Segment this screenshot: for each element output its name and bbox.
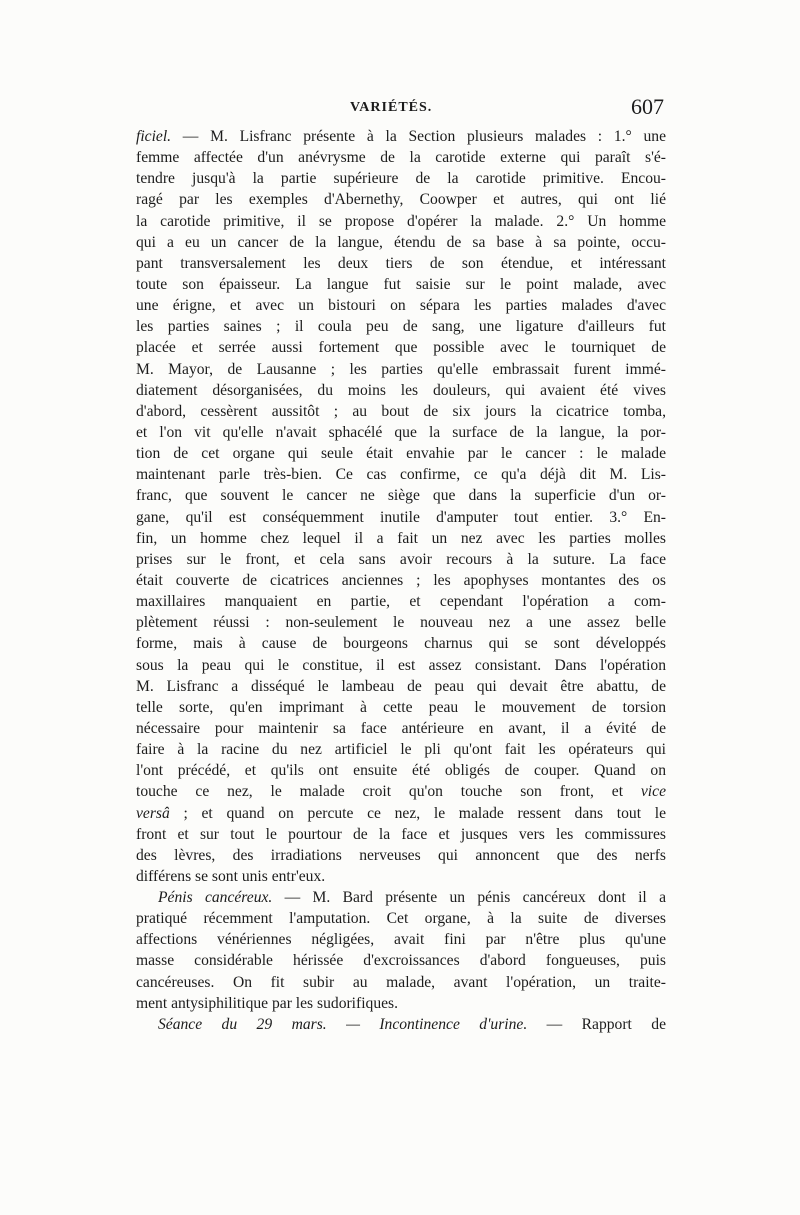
text-line	[136, 485, 666, 506]
text-line	[136, 929, 666, 950]
running-head: VARIÉTÉS.	[350, 100, 433, 115]
text-segment: qui a eu un cancer de la langue, étendu de sa base à sa pointe, occu-	[136, 233, 666, 251]
text-segment: affections vénériennes négligées, avait fini par n'être plus qu'une	[136, 931, 666, 949]
text-line	[136, 887, 666, 908]
text-segment: maxillaires manquaient en partie, et cependant l'opération a com-	[136, 593, 666, 611]
text-line	[136, 168, 666, 189]
text-segment: ; et quand on percute ce nez, le malade ressent dans tout le	[169, 804, 666, 822]
text-line	[136, 232, 666, 253]
text-segment: différens se sont unis entr'eux.	[136, 867, 326, 885]
text-segment: fin, un homme chez lequel il a fait un nez avec les parties molles	[136, 529, 666, 547]
text-segment: les parties saines ; il coula peu de sang, une ligature d'ailleurs fut	[136, 318, 666, 336]
text-segment: placée et serrée aussi fortement que possible avec le tourniquet de	[136, 339, 666, 357]
text-line	[136, 950, 666, 971]
text-line	[136, 528, 666, 549]
text-line	[136, 612, 666, 633]
text-segment: prises sur le front, et cela sans avoir recours à la suture. La face	[136, 550, 666, 568]
text-line	[136, 422, 666, 443]
text-segment: ment antysiphilitique par les sudorifiques.	[136, 994, 399, 1012]
text-line	[136, 591, 666, 612]
text-line	[136, 803, 666, 824]
text-line	[136, 337, 666, 358]
text-segment: et l'on vit qu'elle n'avait sphacélé que la surface de la langue, la por-	[136, 423, 666, 441]
italic-text: ficiel.	[136, 128, 172, 145]
text-line	[136, 359, 666, 380]
text-segment: — M. Bard présente un pénis cancéreux dont il a	[272, 889, 666, 907]
text-segment: femme affectée d'un anévrysme de la carotide externe qui paraît s'é-	[136, 149, 666, 167]
text-segment: masse considérable hérissée d'excroissances d'abord fongueuses, puis	[136, 952, 666, 970]
text-segment: front et sur tout le pourtour de la face et jusques vers les commissures	[136, 825, 666, 843]
text-segment: d'abord, cessèrent aussitôt ; au bout de six jours la cicatrice tomba,	[136, 402, 666, 420]
text-segment: forme, mais à cause de bourgeons charnus qui se sont développés	[136, 635, 666, 653]
text-segment: sous la peau qui le constitue, il est assez consistant. Dans l'opération	[136, 656, 666, 674]
text-segment: — Rapport de	[527, 1015, 666, 1033]
text-line	[136, 443, 666, 464]
text-line	[136, 189, 666, 210]
text-line	[136, 781, 666, 802]
text-line	[136, 760, 666, 781]
text-line	[136, 401, 666, 422]
text-segment: M. Mayor, de Lausanne ; les parties qu'elle embrassait furent immé-	[136, 360, 666, 378]
text-line	[136, 676, 666, 697]
italic-text: versâ	[136, 804, 170, 822]
text-line	[136, 824, 666, 845]
text-segment: pant transversalement les deux tiers de son étendue, et intéressant	[136, 254, 666, 272]
text-segment: maintenant parle très-bien. Ce cas confirme, ce qu'a déjà dit M. Lis-	[136, 466, 666, 484]
text-segment: touche ce nez, le malade croit qu'on touche son front, et	[136, 783, 641, 801]
text-line	[136, 253, 666, 274]
body-text	[136, 126, 666, 1035]
text-line	[136, 633, 666, 654]
text-line	[136, 972, 666, 993]
text-line	[136, 718, 666, 739]
text-line	[136, 464, 666, 485]
text-segment: la carotide primitive, il se propose d'opérer la malade. 2.° Un homme	[136, 212, 666, 230]
text-line	[136, 845, 666, 866]
text-segment: ragé par les exemples d'Abernethy, Coowper et autres, qui ont lié	[136, 191, 666, 209]
text-segment: toute son épaisseur. La langue fut saisie sur le point malade, avec	[136, 275, 666, 293]
italic-text: Séance du 29 mars. — Incontinence d'urine.	[158, 1015, 528, 1033]
text-line	[136, 1014, 666, 1035]
text-segment: était couverte de cicatrices anciennes ; les apophyses montantes des os	[136, 571, 666, 589]
text-segment: tion de cet organe qui seule était envahie par le cancer : le malade	[136, 445, 666, 463]
text-segment: nécessaire pour maintenir sa face antérieure en avant, il a évité de	[136, 719, 666, 737]
text-line	[136, 211, 666, 232]
text-segment: une érigne, et avec un bistouri on sépara les parties malades d'avec	[136, 297, 666, 315]
text-segment: — M. Lisfranc présente à la Section plusieurs malades : 1.° une	[171, 128, 666, 145]
text-segment: cancéreuses. On fit subir au malade, avant l'opération, un traite-	[136, 973, 666, 991]
text-segment: l'ont précédé, et qu'ils ont ensuite été obligés de couper. Quand on	[136, 762, 666, 780]
text-line	[136, 697, 666, 718]
text-line	[136, 866, 666, 887]
text-segment: diatement désorganisées, du moins les douleurs, qui avaient été vives	[136, 381, 666, 399]
text-segment: M. Lisfranc a disséqué le lambeau de peau qui devait être abattu, de	[136, 677, 666, 695]
text-segment: gane, qu'il est conséquemment inutile d'amputer tout entier. 3.° En-	[136, 508, 666, 526]
text-line	[136, 908, 666, 929]
text-line	[136, 993, 666, 1014]
text-line	[136, 274, 666, 295]
italic-text: Pénis cancéreux.	[158, 889, 273, 907]
text-line	[136, 507, 666, 528]
text-segment: faire à la racine du nez artificiel le pli qu'ont fait les opérateurs qui	[136, 741, 666, 759]
text-line	[136, 295, 666, 316]
italic-text: vice	[640, 783, 666, 801]
page-number: 607	[631, 94, 664, 119]
text-line	[136, 380, 666, 401]
text-line	[136, 316, 666, 337]
text-segment: tendre jusqu'à la partie supérieure de la carotide primitive. Encou-	[136, 170, 666, 188]
text-line	[136, 147, 666, 168]
text-line	[136, 739, 666, 760]
text-line	[136, 570, 666, 591]
text-line	[136, 655, 666, 676]
text-line	[136, 126, 666, 147]
text-segment: pratiqué récemment l'amputation. Cet organe, à la suite de diverses	[136, 910, 666, 928]
text-segment: telle sorte, qu'en imprimant à cette peau le mouvement de torsion	[136, 698, 666, 716]
text-segment: franc, que souvent le cancer ne siège que dans la superficie d'un or-	[136, 487, 666, 505]
text-line	[136, 549, 666, 570]
text-segment: plètement réussi : non-seulement le nouveau nez a une assez belle	[136, 614, 666, 632]
text-segment: des lèvres, des irradiations nerveuses qui annoncent que des nerfs	[136, 846, 666, 864]
page-header	[138, 94, 664, 124]
